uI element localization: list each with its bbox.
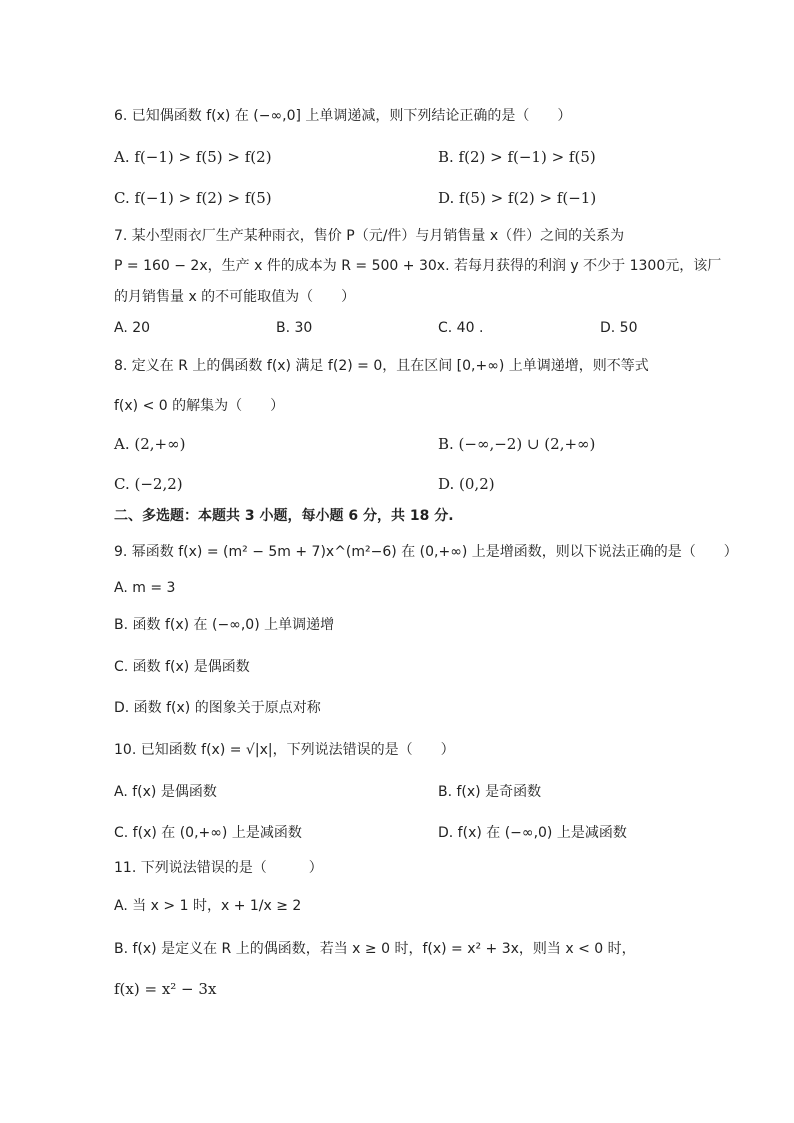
q7-option-d: D. 50 — [600, 320, 638, 336]
q8-option-c: C. (−2,2) — [114, 475, 183, 493]
q6-option-c: C. f(−1) > f(2) > f(5) — [114, 189, 272, 207]
q7-stem-line2: P = 160 − 2x，生产 x 件的成本为 R = 500 + 30x. 若每月获得的利润 y 不少于 1300元，该厂 — [114, 258, 722, 274]
q7-option-b: B. 30 — [276, 320, 313, 336]
q7-stem-line3: 的月销售量 x 的不可能取值为（ ） — [114, 289, 356, 305]
q7-stem-line1: 7. 某小型雨衣厂生产某种雨衣，售价 P（元/件）与月销售量 x（件）之间的关系为 — [114, 228, 625, 244]
q9-stem: 9. 幂函数 f(x) = (m² − 5m + 7)x^(m²−6) 在 (0,+∞) 上是增函数，则以下说法正确的是（ ） — [114, 544, 738, 560]
q9-option-d: D. 函数 f(x) 的图象关于原点对称 — [114, 700, 321, 716]
q6-option-a: A. f(−1) > f(5) > f(2) — [114, 148, 272, 166]
q10-option-a: A. f(x) 是偶函数 — [114, 784, 217, 800]
q11-option-b-line1: B. f(x) 是定义在 R 上的偶函数，若当 x ≥ 0 时，f(x) = x² + 3x，则当 x < 0 时， — [114, 941, 636, 957]
q6-stem: 6. 已知偶函数 f(x) 在 (−∞,0] 上单调递减，则下列结论正确的是（ ） — [114, 108, 572, 124]
q10-stem: 10. 已知函数 f(x) = √|x|，下列说法错误的是（ ） — [114, 742, 455, 758]
q8-option-a: A. (2,+∞) — [114, 435, 186, 453]
q6-option-d: D. f(5) > f(2) > f(−1) — [438, 189, 597, 207]
q8-option-d: D. (0,2) — [438, 475, 495, 493]
q8-stem-line1: 8. 定义在 R 上的偶函数 f(x) 满足 f(2) = 0，且在区间 [0,+∞) 上单调递增，则不等式 — [114, 358, 649, 374]
q11-option-a: A. 当 x > 1 时，x + 1/x ≥ 2 — [114, 898, 302, 914]
q7-option-c: C. 40 . — [438, 320, 484, 336]
q8-option-b: B. (−∞,−2) ∪ (2,+∞) — [438, 435, 596, 453]
q9-option-b: B. 函数 f(x) 在 (−∞,0) 上单调递增 — [114, 617, 335, 633]
q10-option-d: D. f(x) 在 (−∞,0) 上是减函数 — [438, 825, 627, 841]
q8-stem-line2: f(x) < 0 的解集为（ ） — [114, 398, 285, 414]
section-heading: 二、多选题：本题共 3 小题，每小题 6 分，共 18 分. — [114, 508, 454, 524]
q9-option-c: C. 函数 f(x) 是偶函数 — [114, 659, 250, 675]
q11-option-b-line2: f(x) = x² − 3x — [114, 980, 217, 998]
q7-option-a: A. 20 — [114, 320, 151, 336]
q10-option-b: B. f(x) 是奇函数 — [438, 784, 542, 800]
q6-option-b: B. f(2) > f(−1) > f(5) — [438, 148, 596, 166]
q10-option-c: C. f(x) 在 (0,+∞) 上是减函数 — [114, 825, 302, 841]
q11-stem: 11. 下列说法错误的是（ ） — [114, 860, 323, 876]
q9-option-a: A. m = 3 — [114, 580, 176, 596]
